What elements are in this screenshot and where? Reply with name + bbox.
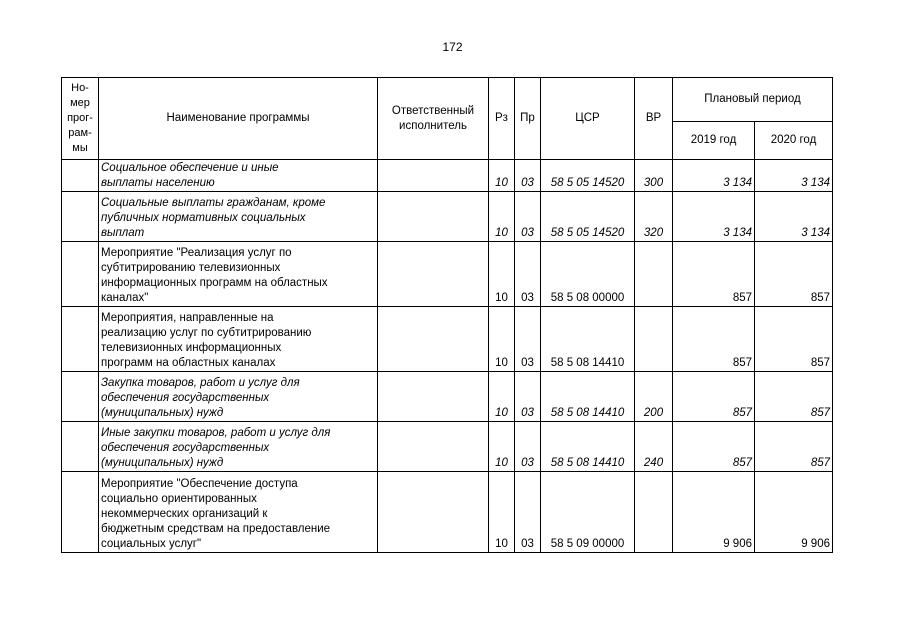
program-name-cell: Мероприятия, направленные на реализацию услуг по субтитрированию телевизионных информационных программ на областных каналах: [99, 307, 378, 372]
header-csr: ЦСР: [541, 78, 635, 160]
program-number-cell: [62, 242, 99, 307]
executor-cell: [378, 472, 489, 553]
program-number-cell: [62, 372, 99, 422]
program-name-cell: Социальные выплаты гражданам, кроме публичных нормативных социальных выплат: [99, 192, 378, 242]
table-row: [62, 472, 833, 553]
csr-cell: 58 5 08 14410: [541, 307, 635, 372]
csr-cell: 58 5 08 14410: [541, 372, 635, 422]
csr-cell: 58 5 08 14410: [541, 422, 635, 472]
vr-cell: [635, 242, 673, 307]
program-number-cell: [62, 472, 99, 553]
value-2019-cell: 3 134: [673, 160, 755, 192]
value-2020-cell: 857: [755, 242, 833, 307]
value-2019-cell: 857: [673, 372, 755, 422]
value-2019-cell: 857: [673, 307, 755, 372]
header-vr: ВР: [635, 78, 673, 160]
pr-cell: 03: [515, 372, 541, 422]
header-executor: Ответственный исполнитель: [378, 78, 489, 160]
csr-cell: 58 5 08 00000: [541, 242, 635, 307]
value-2020-cell: 3 134: [755, 192, 833, 242]
program-name-cell: Закупка товаров, работ и услуг для обеспечения государственных (муниципальных) нужд: [99, 372, 378, 422]
vr-cell: [635, 472, 673, 553]
pr-cell: 03: [515, 192, 541, 242]
pr-cell: 03: [515, 160, 541, 192]
rz-cell: 10: [489, 160, 515, 192]
table-row: [62, 372, 833, 422]
executor-cell: [378, 372, 489, 422]
executor-cell: [378, 422, 489, 472]
rz-cell: 10: [489, 372, 515, 422]
value-2020-cell: 857: [755, 307, 833, 372]
rz-cell: 10: [489, 307, 515, 372]
header-program-name: Наименование программы: [99, 78, 378, 160]
table-row: [62, 307, 833, 372]
rz-cell: 10: [489, 422, 515, 472]
value-2020-cell: 857: [755, 422, 833, 472]
pr-cell: 03: [515, 307, 541, 372]
csr-cell: 58 5 05 14520: [541, 160, 635, 192]
executor-cell: [378, 160, 489, 192]
table-row: [62, 160, 833, 192]
executor-cell: [378, 192, 489, 242]
program-name-cell: Социальное обеспечение и иные выплаты населению: [99, 160, 378, 192]
csr-cell: 58 5 09 00000: [541, 472, 635, 553]
page-number: 172: [442, 40, 463, 54]
value-2019-cell: 9 906: [673, 472, 755, 553]
value-2019-cell: 857: [673, 422, 755, 472]
rz-cell: 10: [489, 192, 515, 242]
header-rz: Рз: [489, 78, 515, 160]
pr-cell: 03: [515, 422, 541, 472]
executor-cell: [378, 242, 489, 307]
header-program-number: Но- мер прог- рам- мы: [62, 78, 99, 160]
program-number-cell: [62, 160, 99, 192]
value-2020-cell: 9 906: [755, 472, 833, 553]
table-row: [62, 242, 833, 307]
table-row: [62, 192, 833, 242]
header-planned-period: Плановый период: [673, 78, 833, 122]
vr-cell: 200: [635, 372, 673, 422]
csr-cell: 58 5 05 14520: [541, 192, 635, 242]
header-year-2019: 2019 год: [673, 122, 755, 160]
table-body: [62, 160, 833, 553]
pr-cell: 03: [515, 472, 541, 553]
program-name-cell: Мероприятие "Обеспечение доступа социально ориентированных некоммерческих организаций к бюджетным средствам на предоставление социальных услуг": [99, 472, 378, 553]
pr-cell: 03: [515, 242, 541, 307]
rz-cell: 10: [489, 472, 515, 553]
header-year-2020: 2020 год: [755, 122, 833, 160]
program-name-cell: Иные закупки товаров, работ и услуг для обеспечения государственных (муниципальных) нужд: [99, 422, 378, 472]
value-2019-cell: 857: [673, 242, 755, 307]
budget-table: [61, 77, 833, 553]
vr-cell: 320: [635, 192, 673, 242]
executor-cell: [378, 307, 489, 372]
value-2019-cell: 3 134: [673, 192, 755, 242]
vr-cell: 300: [635, 160, 673, 192]
program-number-cell: [62, 307, 99, 372]
table-row: [62, 422, 833, 472]
rz-cell: 10: [489, 242, 515, 307]
program-number-cell: [62, 422, 99, 472]
program-number-cell: [62, 192, 99, 242]
program-name-cell: Мероприятие "Реализация услуг по субтитрированию телевизионных информационных программ на областных каналах": [99, 242, 378, 307]
value-2020-cell: 3 134: [755, 160, 833, 192]
header-pr: Пр: [515, 78, 541, 160]
value-2020-cell: 857: [755, 372, 833, 422]
vr-cell: 240: [635, 422, 673, 472]
vr-cell: [635, 307, 673, 372]
